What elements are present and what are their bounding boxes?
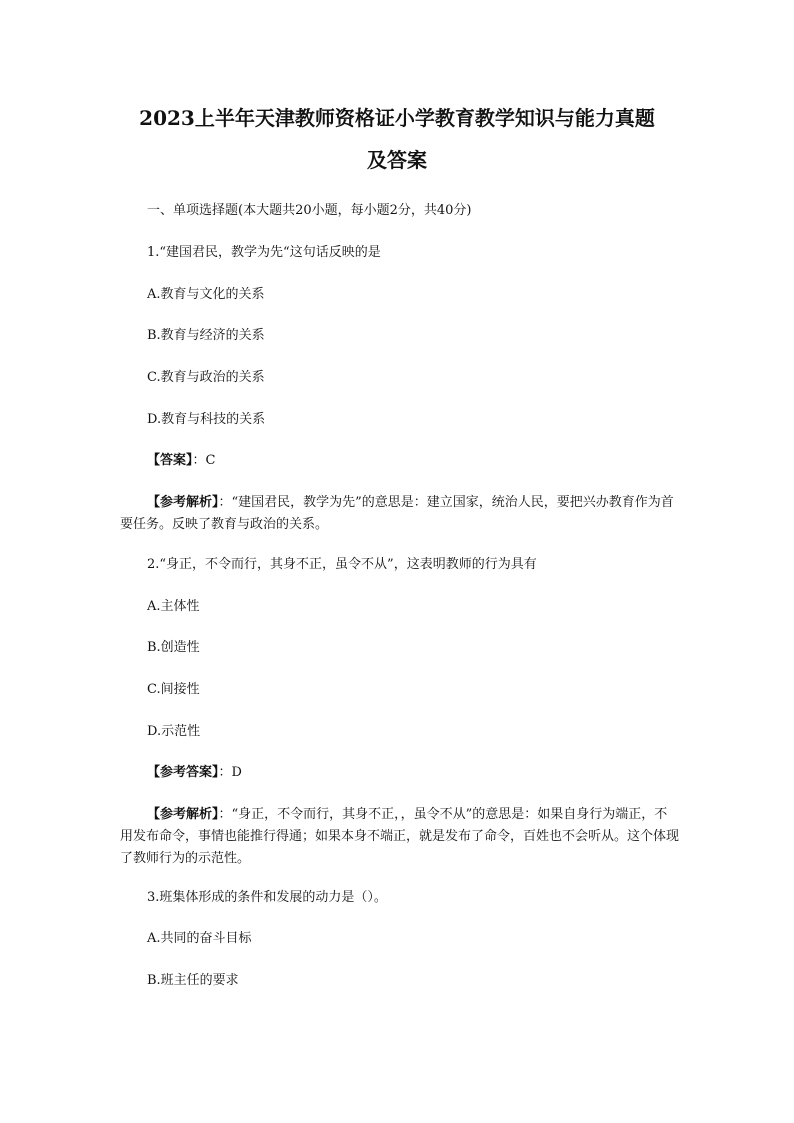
question-1-stem: 1.“建国君民，教学为先“这句话反映的是 <box>147 245 381 260</box>
question-2-stem: 2.“身正，不令而行，其身不正，虽令不从”，这表明教师的行为具有 <box>147 557 537 572</box>
answer-value: ：C <box>192 453 216 468</box>
document-title-line-2: 及答案 <box>367 148 427 172</box>
question-1-option-b: B.教育与经济的关系 <box>147 328 265 343</box>
answer-label: 【参考答案】 <box>147 765 219 780</box>
question-2-option-c: C.间接性 <box>147 682 200 697</box>
question-1-option-d: D.教育与科技的关系 <box>147 412 266 427</box>
question-1-option-a: A.教育与文化的关系 <box>147 287 265 302</box>
question-2-option-d: D.示范性 <box>147 724 201 739</box>
question-2-option-b: B.创造性 <box>147 640 200 655</box>
section-heading: 一、单项选择题(本大题共20小题，每小题2分，共40分) <box>147 203 472 218</box>
answer-label: 【答案】 <box>147 453 193 468</box>
question-1-analysis <box>120 492 680 536</box>
answer-value: ：D <box>218 765 242 780</box>
question-3-option-a: A.共同的奋斗目标 <box>147 931 252 946</box>
question-1-answer <box>147 453 215 469</box>
analysis-text: ：“身正，不令而行，其身不正，，虽令不从”的意思是：如果自身行为端正，不用发布命令，事情也能推行得通；如果本身不端正，就是发布了命令，百姓也不会听从。这个体现了教师行为的示范性。 <box>120 807 680 866</box>
question-3-stem: 3.班集体形成的条件和发展的动力是（）。 <box>147 890 387 905</box>
question-2-answer <box>147 765 242 781</box>
question-1-option-c: C.教育与政治的关系 <box>147 370 265 385</box>
question-2-option-a: A.主体性 <box>147 599 200 614</box>
question-3-option-b: B.班主任的要求 <box>147 973 239 988</box>
question-2-analysis <box>120 804 680 870</box>
analysis-label: 【参考解析】 <box>147 495 219 510</box>
document-title-line-1: 2023上半年天津教师资格证小学教育教学知识与能力真题 <box>139 106 655 130</box>
analysis-text: ：“建国君民，教学为先”的意思是：建立国家，统治人民，要把兴办教育作为首要任务。反映了教育与政治的关系。 <box>120 495 674 532</box>
analysis-label: 【参考解析】 <box>147 807 219 822</box>
